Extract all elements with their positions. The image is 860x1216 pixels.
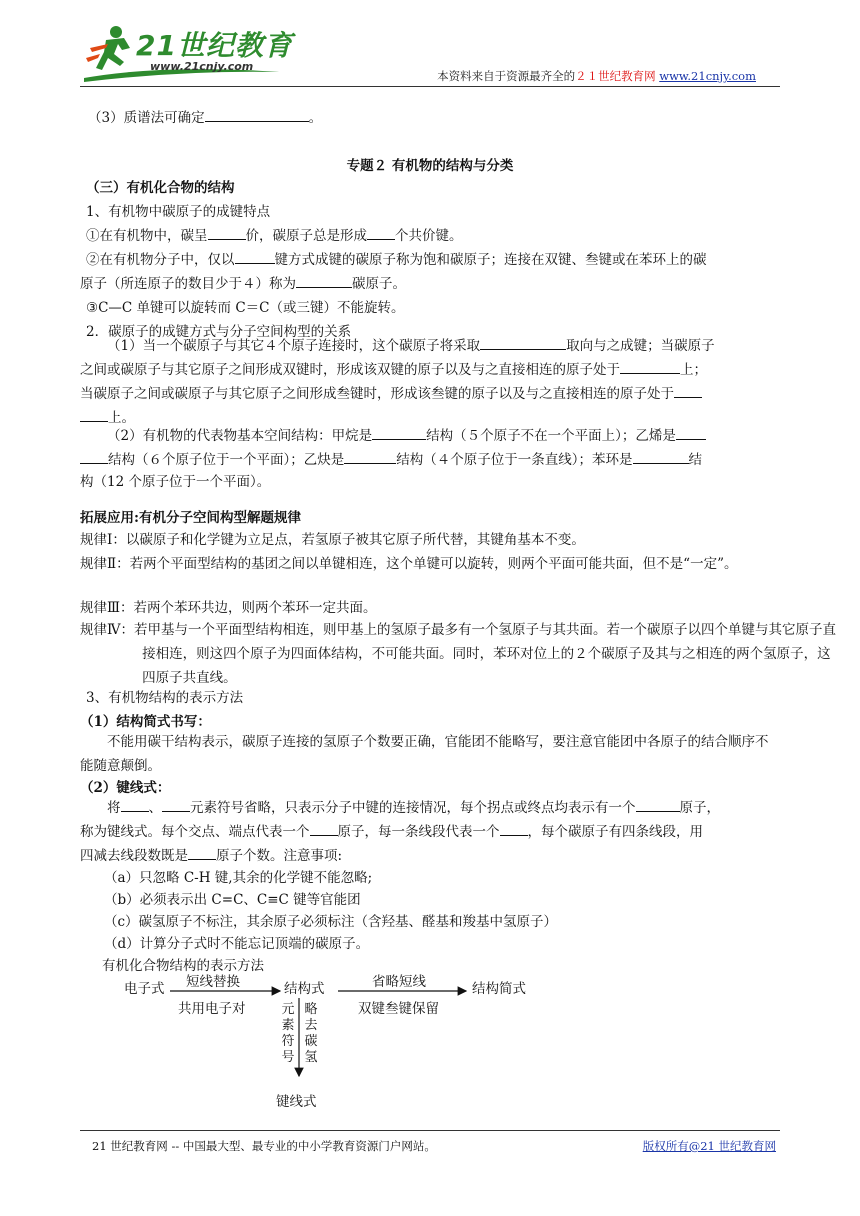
s3-2-h: 四减去线段数既是 [80, 848, 188, 864]
s2-p1-f: 上。 [108, 410, 135, 426]
s3-1-title: （1）结构简式书写： [80, 714, 211, 730]
rule-4: 规律Ⅳ：若甲基与一个平面型结构相连，则甲基上的氢原子最多有一个氢原子与其共面。若一个碳原子以四个单键与其它原子直接相连，则这四个原子为四面体结构，不可能共面。同时，苯环对位上的２个碳原子及其与之相连的两个氢原子，这四原子共直线。 [80, 622, 836, 686]
s1-b2: 键方式成键的碳原子称为饱和碳原子；连接在双键、叁键或在苯环上的碳 [274, 252, 707, 268]
top-item-end: 。 [308, 110, 323, 126]
header-prefix: 本资料来自于资源最齐全的 [437, 69, 576, 83]
blank [188, 846, 216, 860]
s2-p2-c: 结构（６个原子位于一个平面）；乙炔是 [108, 452, 345, 468]
s2-p2-b: 结构（５个原子不在一个平面上）；乙烯是 [426, 428, 676, 444]
blank [235, 250, 275, 264]
s1-title: 1、有机物中碳原子的成键特点 [86, 204, 271, 220]
site-logo[interactable] [84, 18, 293, 82]
note-a: （a）只忽略 C-H 键,其余的化学键不能忽略; [104, 870, 373, 886]
s3-2-i: 原子个数。注意事项: [216, 848, 343, 864]
blank [310, 822, 338, 836]
s2-p1-line2 [80, 358, 780, 382]
s2-p2-d: 结构（４个原子位于一条直线）；苯环是 [396, 452, 633, 468]
header-tagline [437, 68, 756, 84]
s2-p2 [80, 424, 780, 448]
blank [372, 426, 426, 440]
blank [205, 108, 309, 122]
arrow1-bottom-label: 共用电子对 [178, 1001, 246, 1017]
node-electron-formula: 电子式 [124, 981, 165, 997]
logo-text: 21世纪教育 [136, 29, 293, 62]
blank [80, 450, 108, 464]
header-divider [80, 86, 780, 87]
s1-c: ③C—C 单键可以旋转而 C＝C（或三键）不能旋转。 [86, 300, 405, 316]
blank [344, 450, 396, 464]
blank [500, 822, 528, 836]
s2-p2-a: （2）有机物的代表物基本空间结构：甲烷是 [107, 428, 373, 444]
s3-2-d: 原子， [679, 800, 720, 816]
s1-a [86, 224, 786, 248]
s3-2-g: ，每个碳原子有四条线段，用 [527, 824, 703, 840]
blank [121, 798, 149, 812]
s3-2-line3 [80, 844, 780, 868]
note-c: （c）碳氢原子不标注，其余原子必须标注（含羟基、醛基和羧基中氢原子） [104, 914, 558, 930]
top-item [88, 106, 788, 130]
logo-url: www.21cnjy.com [150, 60, 254, 73]
blank [633, 450, 689, 464]
arrow2-top-label: 省略短线 [372, 974, 426, 990]
arrow2-bottom-label: 双键叁键保留 [358, 1001, 439, 1017]
s3-2-a: 将 [107, 800, 121, 816]
blank [208, 226, 246, 240]
s3-2-line2 [80, 820, 780, 844]
s2-p1-c: 之间或碳原子与其它原子之间形成双键时，形成该双键的原子以及与之直接相连的原子处于 [80, 362, 620, 378]
s2-p1-line3 [80, 382, 780, 406]
s3-2-title: （2）键线式： [80, 780, 171, 796]
node-condensed-formula: 结构简式 [472, 981, 526, 997]
s2-p2-line2 [80, 448, 780, 472]
top-item-text: （3）质谱法可确定 [88, 110, 205, 126]
blank [636, 798, 680, 812]
s2-p1 [80, 334, 780, 358]
header-brand: ２１世纪教育网 [575, 69, 656, 83]
section-title: 专题２ 有机物的结构与分类 [346, 158, 514, 174]
arrow1-top-label: 短线替换 [186, 974, 240, 990]
diagram-title: 有机化合物结构的表示方法 [102, 958, 264, 974]
rule-1: 规律Ⅰ：以碳原子和化学键为立足点，若氢原子被其它原子所代替，其键角基本不变。 [80, 532, 585, 548]
s1-a3: 个共价键。 [395, 228, 463, 244]
blank [80, 408, 108, 422]
s3-2-c: 元素符号省略，只表示分子中键的连接情况，每个拐点或终点均表示有一个 [190, 800, 636, 816]
s1-b [86, 248, 786, 272]
blank [674, 384, 702, 398]
blank [162, 798, 190, 812]
s1-a1: ①在有机物中，碳呈 [86, 228, 208, 244]
s2-p2-e: 结 [688, 452, 702, 468]
vertical-label-left: 元素符号 [281, 1002, 295, 1065]
s3-title: 3、有机物结构的表示方法 [86, 690, 244, 706]
s3-2-line1 [80, 796, 780, 820]
s2-p1-a: （1）当一个碳原子与其它４个原子连接时，这个碳原子将采取 [107, 338, 481, 354]
header-site-link[interactable]: www.21cnjy.com [659, 69, 756, 83]
rule-3: 规律Ⅲ：若两个苯环共边，则两个苯环一定共面。 [80, 600, 377, 616]
blank [296, 274, 352, 288]
s3-2-e: 称为键线式。每个交点、端点代表一个 [80, 824, 310, 840]
blank [620, 360, 680, 374]
rule-2: 规律Ⅱ：若两个平面型结构的基团之间以单键相连，这个单键可以旋转，则两个平面可能共面，但不是“一定”。 [80, 556, 738, 572]
ext-title: 拓展应用:有机分子空间构型解题规律 [80, 510, 301, 526]
s2-title: 2．碳原子的成键方式与分子空间构型的关系 [86, 324, 352, 340]
s2-p1-e: 当碳原子之间或碳原子与其它原子之间形成叁键时，形成该叁键的原子以及与之直接相连的原子处于 [80, 386, 674, 402]
s1-b3: 原子（所连原子的数目少于４）称为 [80, 276, 296, 292]
node-skeletal-formula: 键线式 [276, 1094, 317, 1110]
footer-copyright-link[interactable]: 版权所有@21 世纪教育网 [642, 1139, 776, 1153]
blank [367, 226, 395, 240]
s2-p1-b: 取向与之成键；当碳原子 [566, 338, 715, 354]
s1-b-cont [80, 272, 780, 296]
footer-divider [80, 1130, 780, 1131]
s2-p2-line3: 构（12 个原子位于一个平面）。 [80, 474, 271, 490]
note-b: （b）必须表示出 C=C、C≡C 键等官能团 [104, 892, 361, 908]
node-structural-formula: 结构式 [284, 981, 325, 997]
s1-b4: 碳原子。 [352, 276, 406, 292]
s1-b1: ②在有机物分子中，仅以 [86, 252, 235, 268]
s3-2-b: 、 [148, 800, 162, 816]
blank [480, 336, 566, 350]
s3-1-text: 不能用碳干结构表示，碳原子连接的氢原子个数要正确，官能团不能略写，要注意官能团中各原子的结合顺序不能随意颠倒。 [80, 734, 769, 774]
s3-2-f: 原子，每一条线段代表一个 [337, 824, 500, 840]
subsection-title: （三）有机化合物的结构 [86, 180, 235, 196]
vertical-label-right: 略去碳氢 [304, 1002, 318, 1065]
s1-a2: 价，碳原子总是形成 [245, 228, 367, 244]
footer-left: 21 世纪教育网 -- 中国最大型、最专业的中小学教育资源门户网站。 [92, 1139, 436, 1153]
blank [676, 426, 706, 440]
s2-p1-d: 上； [680, 362, 707, 378]
note-d: （d）计算分子式时不能忘记顶端的碳原子。 [104, 936, 370, 952]
